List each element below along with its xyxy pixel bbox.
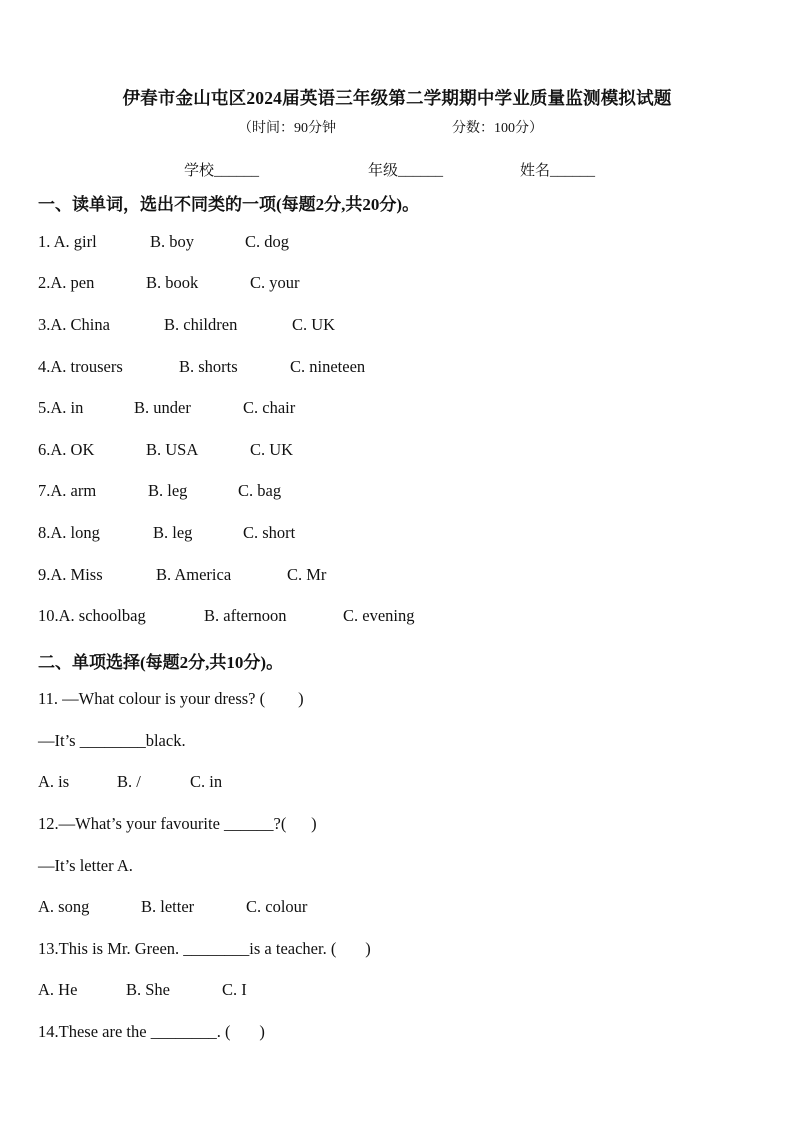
q3-option-a: A. China xyxy=(50,315,110,334)
q14-stem: 14.These are the ________. ( ) xyxy=(38,1022,265,1041)
q3-number: 3. xyxy=(38,315,51,334)
q7-number: 7. xyxy=(38,481,51,500)
q11-option-b: B. / xyxy=(117,772,141,791)
q12-option-c: C. colour xyxy=(246,897,308,916)
q4-option-c: C. nineteen xyxy=(290,357,366,376)
q4-number-and-option-a xyxy=(38,357,123,377)
q9-number-and-option-a xyxy=(38,565,103,585)
q3-number-and-option-a xyxy=(38,315,110,335)
q1-option-b: B. boy xyxy=(150,232,195,251)
q9-option-c: C. Mr xyxy=(287,565,327,584)
q1-number-and-option-a xyxy=(38,232,97,252)
q1-option-a: A. girl xyxy=(53,232,97,251)
document-title: 伊春市金山屯区2024届英语三年级第二学期期中学业质量监测模拟试题 xyxy=(122,88,672,108)
q11-option-a: A. is xyxy=(38,772,70,791)
q8-number: 8. xyxy=(38,523,51,542)
q5-number: 5. xyxy=(38,398,51,417)
q6-option-c: C. UK xyxy=(250,440,294,459)
q4-option-a: A. trousers xyxy=(50,357,123,376)
q12-stem: 12.—What’s your favourite ______?( ) xyxy=(38,814,317,833)
q9-number: 9. xyxy=(38,565,51,584)
q13-stem: 13.This is Mr. Green. ________is a teacher. ( ) xyxy=(38,939,371,958)
q10-option-b: B. afternoon xyxy=(204,606,287,625)
q5-option-a: A. in xyxy=(50,398,84,417)
q13-option-b: B. She xyxy=(126,980,171,999)
q11-stem: 11. —What colour is your dress? ( ) xyxy=(38,689,304,708)
q6-option-b: B. USA xyxy=(146,440,199,459)
q8-option-a: A. long xyxy=(50,523,100,542)
section-1-heading: 一、读单词，选出不同类的一项(每题2分,共20分)。 xyxy=(38,195,420,214)
q12-option-b: B. letter xyxy=(141,897,195,916)
school-field: 学校______ xyxy=(184,163,260,179)
q5-number-and-option-a xyxy=(38,398,83,418)
q2-number-and-option-a xyxy=(38,273,94,293)
q1-option-c: C. dog xyxy=(245,232,290,251)
name-field: 姓名______ xyxy=(520,163,596,179)
section-2-heading: 二、单项选择(每题2分,共10分)。 xyxy=(38,653,284,672)
q12-reply: —It’s letter A. xyxy=(38,856,133,875)
exam-time: （时间：90分钟 xyxy=(238,121,336,136)
q6-option-a: A. OK xyxy=(50,440,95,459)
q7-option-c: C. bag xyxy=(238,481,282,500)
q5-option-b: B. under xyxy=(134,398,191,417)
q8-option-c: C. short xyxy=(243,523,296,542)
q9-option-b: B. America xyxy=(156,565,232,584)
q6-number-and-option-a xyxy=(38,440,94,460)
q2-option-b: B. book xyxy=(146,273,199,292)
q7-option-a: A. arm xyxy=(50,481,97,500)
q10-number-and-option-a xyxy=(38,606,146,626)
q2-option-c: C. your xyxy=(250,273,300,292)
q12-option-a: A. song xyxy=(38,897,90,916)
q11-reply: —It’s ________black. xyxy=(38,731,186,750)
q10-option-c: C. evening xyxy=(343,606,415,625)
q2-number: 2. xyxy=(38,273,51,292)
q1-number: 1. xyxy=(38,232,54,251)
q10-number: 10. xyxy=(38,606,59,625)
q13-option-a: A. He xyxy=(38,980,78,999)
q9-option-a: A. Miss xyxy=(50,565,103,584)
q3-option-b: B. children xyxy=(164,315,238,334)
q7-number-and-option-a xyxy=(38,481,96,501)
q8-option-b: B. leg xyxy=(153,523,193,542)
q5-option-c: C. chair xyxy=(243,398,296,417)
q10-option-a: A. schoolbag xyxy=(58,606,146,625)
q13-option-c: C. I xyxy=(222,980,247,999)
q4-number: 4. xyxy=(38,357,51,376)
q6-number: 6. xyxy=(38,440,51,459)
grade-field: 年级______ xyxy=(368,163,444,179)
q4-option-b: B. shorts xyxy=(179,357,238,376)
exam-score: 分数：100分） xyxy=(452,121,543,136)
q3-option-c: C. UK xyxy=(292,315,336,334)
q7-option-b: B. leg xyxy=(148,481,188,500)
q8-number-and-option-a xyxy=(38,523,100,543)
q11-option-c: C. in xyxy=(190,772,223,791)
q2-option-a: A. pen xyxy=(50,273,95,292)
